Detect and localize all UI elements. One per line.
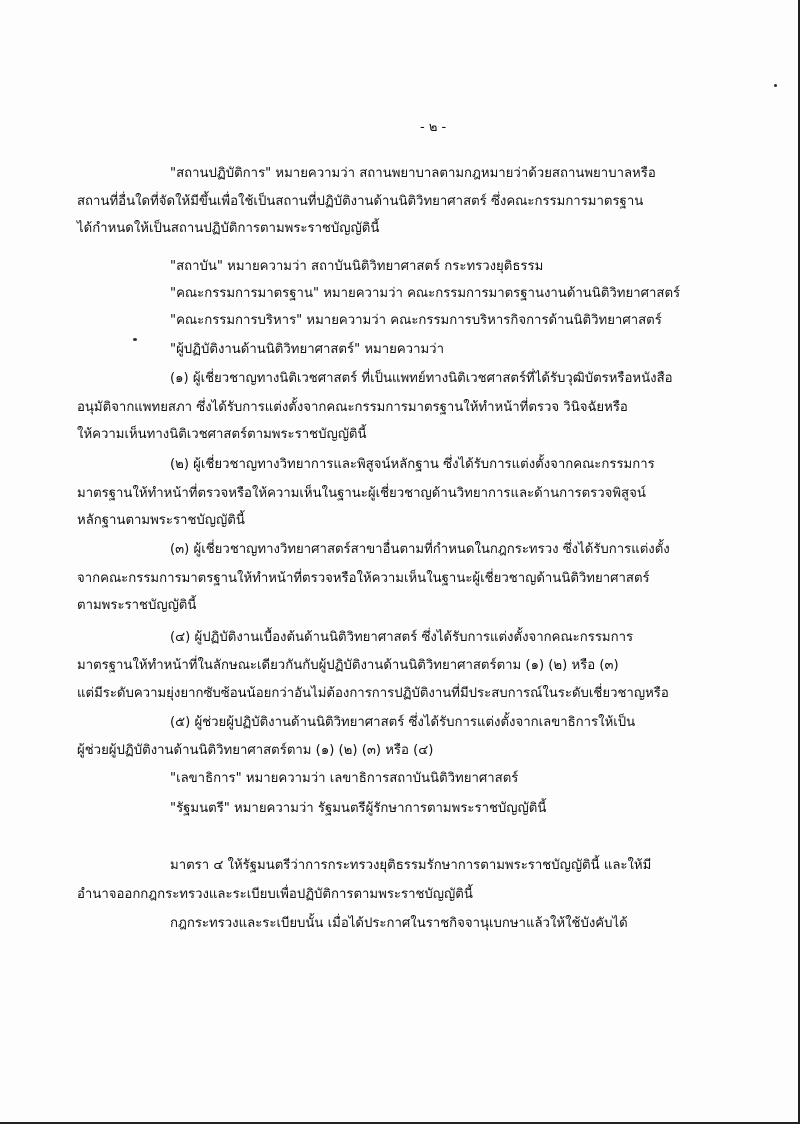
practitioner-item-2-line-2: มาตรฐานให้ทำหน้าที่ตรวจหรือให้ความเห็นในฐานะผู้เชี่ยวชาญด้านวิทยาการและด้านการตรวจพิสูจน์ [77, 486, 646, 501]
definition-workplace-line-1: "สถานปฏิบัติการ" หมายความว่า สถานพยาบาลตามกฎหมายว่าด้วยสถานพยาบาลหรือ [170, 166, 656, 181]
practitioner-item-4-line-3: แต่มีระดับความยุ่งยากซับซ้อนน้อยกว่าอันไม่ต้องการการปฏิบัติงานที่มีประสบการณ์ในระดับเชี่ยวชาญหรือ [77, 686, 669, 701]
definition-workplace-line-3: ได้กำหนดให้เป็นสถานปฏิบัติการตามพระราชบัญญัตินี้ [77, 221, 380, 236]
definition-minister: "รัฐมนตรี" หมายความว่า รัฐมนตรีผู้รักษาการตามพระราชบัญญัตินี้ [170, 801, 547, 816]
practitioner-item-5-line-2: ผู้ช่วยผู้ปฏิบัติงานด้านนิติวิทยาศาสตร์ตาม (๑) (๒) (๓) หรือ (๔) [77, 743, 434, 758]
section-4-line-2: อำนาจออกกฎกระทรวงและระเบียบเพื่อปฏิบัติการตามพระราชบัญญัตินี้ [77, 887, 473, 902]
definition-standards-committee: "คณะกรรมการมาตรฐาน" หมายความว่า คณะกรรมการมาตรฐานงานด้านนิติวิทยาศาสตร์ [170, 286, 681, 301]
practitioner-item-3-line-2: จากคณะกรรมการมาตรฐานให้ทำหน้าที่ตรวจหรือให้ความเห็นในฐานะผู้เชี่ยวชาญด้านนิติวิทยาศาสตร์ [77, 571, 650, 586]
definition-executive-committee: "คณะกรรมการบริหาร" หมายความว่า คณะกรรมการบริหารกิจการด้านนิติวิทยาศาสตร์ [170, 313, 662, 328]
definition-workplace-line-2: สถานที่อื่นใดที่จัดให้มีขึ้นเพื่อใช้เป็นสถานที่ปฏิบัติงานด้านนิติวิทยาศาสตร์ ซึ่งคณะกรรมการมาตรฐาน [77, 194, 644, 209]
scan-speck [133, 338, 137, 341]
practitioner-item-1-line-2: อนุมัติจากแพทยสภา ซึ่งได้รับการแต่งตั้งจากคณะกรรมการมาตรฐานให้ทำหน้าที่ตรวจ วินิจฉัยหรือ [77, 400, 628, 415]
definition-practitioner-heading: "ผู้ปฏิบัติงานด้านนิติวิทยาศาสตร์" หมายความว่า [170, 342, 444, 357]
practitioner-item-5-line-1: (๕) ผู้ช่วยผู้ปฏิบัติงานด้านนิติวิทยาศาสตร์ ซึ่งได้รับการแต่งตั้งจากเลขาธิการให้เป็น [170, 715, 636, 730]
practitioner-item-1-line-1: (๑) ผู้เชี่ยวชาญทางนิติเวชศาสตร์ ที่เป็นแพทย์ทางนิติเวชศาสตร์ที่ได้รับวุฒิบัตรหรือหนังสือ [170, 371, 673, 386]
definition-secretary-general: "เลขาธิการ" หมายความว่า เลขาธิการสถาบันนิติวิทยาศาสตร์ [170, 771, 519, 786]
practitioner-item-4-line-1: (๔) ผู้ปฏิบัติงานเบื้องต้นด้านนิติวิทยาศาสตร์ ซึ่งได้รับการแต่งตั้งจากคณะกรรมการ [170, 630, 634, 645]
page-number: - ๒ - [420, 120, 447, 135]
scan-speck [774, 84, 777, 87]
practitioner-item-1-line-3: ให้ความเห็นทางนิติเวชศาสตร์ตามพระราชบัญญัตินี้ [77, 427, 367, 442]
definition-institute: "สถาบัน" หมายความว่า สถาบันนิติวิทยาศาสตร์ กระทรวงยุติธรรม [170, 259, 544, 274]
practitioner-item-3-line-1: (๓) ผู้เชี่ยวชาญทางวิทยาศาสตร์สาขาอื่นตามที่กำหนดในกฎกระทรวง ซึ่งได้รับการแต่งตั้ง [170, 542, 670, 557]
practitioner-item-4-line-2: มาตรฐานให้ทำหน้าที่ในลักษณะเดียวกันกับผู้ปฏิบัติงานด้านนิติวิทยาศาสตร์ตาม (๑) (๒) หรือ (๓) [77, 658, 619, 673]
practitioner-item-2-line-3: หลักฐานตามพระราชบัญญัตินี้ [77, 513, 245, 528]
section-4-line-3: กฎกระทรวงและระเบียบนั้น เมื่อได้ประกาศในราชกิจจานุเบกษาแล้วให้ใช้บังคับได้ [170, 916, 628, 931]
practitioner-item-3-line-3: ตามพระราชบัญญัตินี้ [77, 598, 197, 613]
section-4-line-1: มาตรา ๔ ให้รัฐมนตรีว่าการกระทรวงยุติธรรมรักษาการตามพระราชบัญญัตินี้ และให้มี [170, 858, 652, 873]
practitioner-item-2-line-1: (๒) ผู้เชี่ยวชาญทางวิทยาการและพิสูจน์หลักฐาน ซึ่งได้รับการแต่งตั้งจากคณะกรรมการ [170, 457, 655, 472]
